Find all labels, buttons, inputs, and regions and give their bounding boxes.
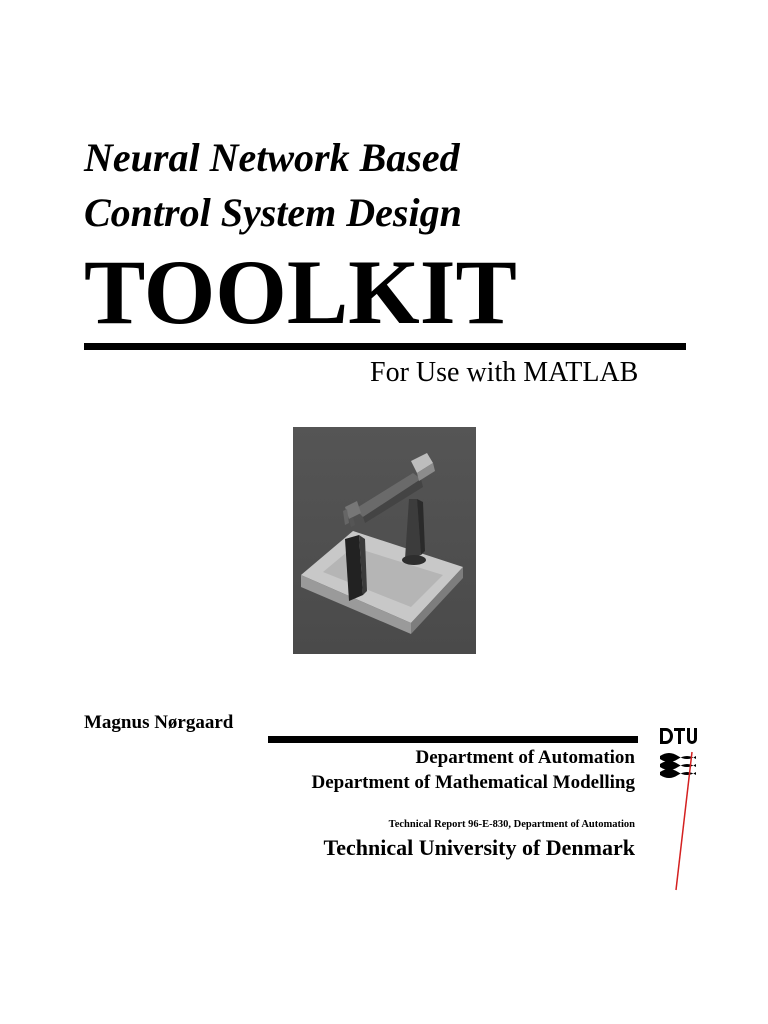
- robot-arm-illustration: [293, 427, 476, 654]
- author-rule: [268, 736, 638, 743]
- main-title: TOOLKIT: [84, 241, 517, 343]
- title-line-1: Neural Network Based: [84, 135, 460, 180]
- author-name: Magnus Nørgaard: [84, 712, 234, 733]
- department-automation: Department of Automation: [415, 747, 635, 768]
- university-name: Technical University of Denmark: [323, 835, 635, 860]
- title-rule: [84, 343, 686, 350]
- technical-report-line: Technical Report 96-E-830, Department of Automation: [388, 819, 635, 830]
- department-mathematical-modelling: Department of Mathematical Modelling: [311, 772, 635, 793]
- title-line-2: Control System Design: [84, 190, 462, 235]
- subtitle: For Use with MATLAB: [370, 357, 639, 388]
- dtu-logo: [652, 726, 702, 892]
